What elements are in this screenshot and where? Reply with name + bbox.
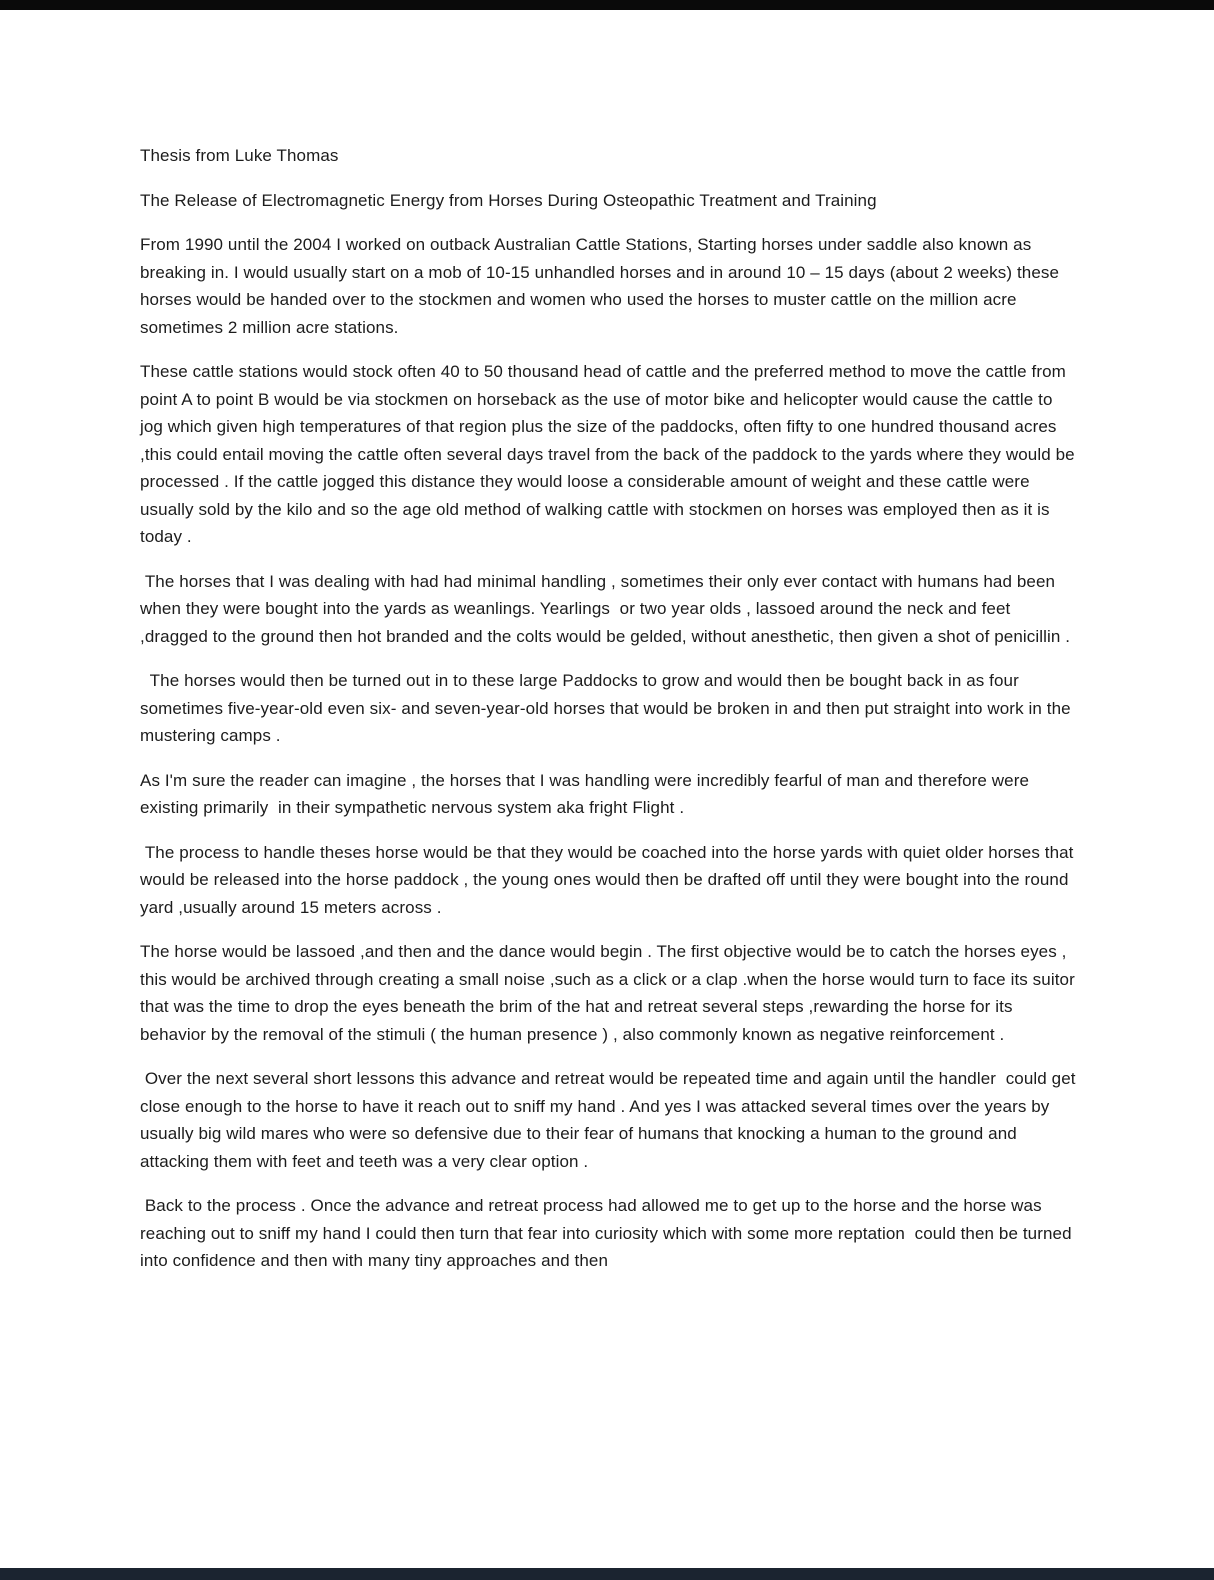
paragraph: Over the next several short lessons this advance and retreat would be repeated time and again until the handler could get close enough to the horse to have it reach out to sniff my hand . And yes I was attacked several times over the years by usually big wild mares who were so defensive due to their fear of humans that knocking a human to the ground and attacking them with feet and teeth was a very clear option . xyxy=(140,1069,1081,1171)
paragraph: The horse would be lassoed ,and then and the dance would begin . The first objective would be to catch the horses eyes , this would be archived through creating a small noise ,such as a click or a clap .when the horse would turn to face its suitor that was the time to drop the eyes beneath the brim of the hat and retreat several steps ,rewarding the horse for its behavior by the removal of the stimuli ( the human presence ) , also commonly known as negative reinforcement . xyxy=(140,942,1080,1044)
paragraph: From 1990 until the 2004 I worked on outback Australian Cattle Stations, Starting horses under saddle also known as breaking in. I would usually start on a mob of 10-15 unhandled horses and in around 10 – 15 days (about 2 weeks) these horses would be handed over to the stockmen and women who used the horses to muster cattle on the million acre sometimes 2 million acre stations. xyxy=(140,235,1064,337)
bottom-border-bar xyxy=(0,1568,1214,1580)
paragraph: The horses that I was dealing with had had minimal handling , sometimes their only ever contact with humans had been when they were bought into the yards as weanlings. Yearlings or two year olds , lassoed around the neck and feet ,dragged to the ground then hot branded and the colts would be gelded, without anesthetic, then given a shot of penicillin . xyxy=(140,571,1071,646)
paragraph: These cattle stations would stock often 40 to 50 thousand head of cattle and the preferred method to move the cattle from point A to point B would be via stockmen on horseback as the use of motor bike and helicopter would cause the cattle to jog which given high temperatures of that region plus the size of the paddocks, often fifty to one hundred thousand acres ,this could entail moving the cattle often several days travel from the back of the paddock to the yards where they would be processed . If the cattle jogged this distance they would loose a considerable amount of weight and these cattle were usually sold by the kilo and so the age old method of walking cattle with stockmen on horses was employed then as it is today . xyxy=(140,362,1080,546)
top-border-bar xyxy=(0,0,1214,10)
paragraph: The process to handle theses horse would be that they would be coached into the horse yards with quiet older horses that would be released into the horse paddock , the young ones would then be drafted off until they were bought into the round yard ,usually around 15 meters across . xyxy=(140,842,1079,917)
author-line: Thesis from Luke Thomas xyxy=(140,146,339,165)
paragraph: The horses would then be turned out in to these large Paddocks to grow and would then be bought back in as four sometimes five-year-old even six- and seven-year-old horses that would be broken in and then put straight into work in the mustering camps . xyxy=(140,671,1076,745)
document-body xyxy=(140,142,1081,1275)
document-title: The Release of Electromagnetic Energy from Horses During Osteopathic Treatment and Training xyxy=(140,190,877,210)
paragraph: Back to the process . Once the advance and retreat process had allowed me to get up to the horse and the horse was reaching out to sniff my hand I could then turn that fear into curiosity which with some more reptation could then be turned into confidence and then with many tiny approaches and then xyxy=(140,1196,1077,1270)
paragraph: As I'm sure the reader can imagine , the horses that I was handling were incredibly fearful of man and therefore were existing primarily in their sympathetic nervous system aka fright Flight . xyxy=(140,770,1034,817)
